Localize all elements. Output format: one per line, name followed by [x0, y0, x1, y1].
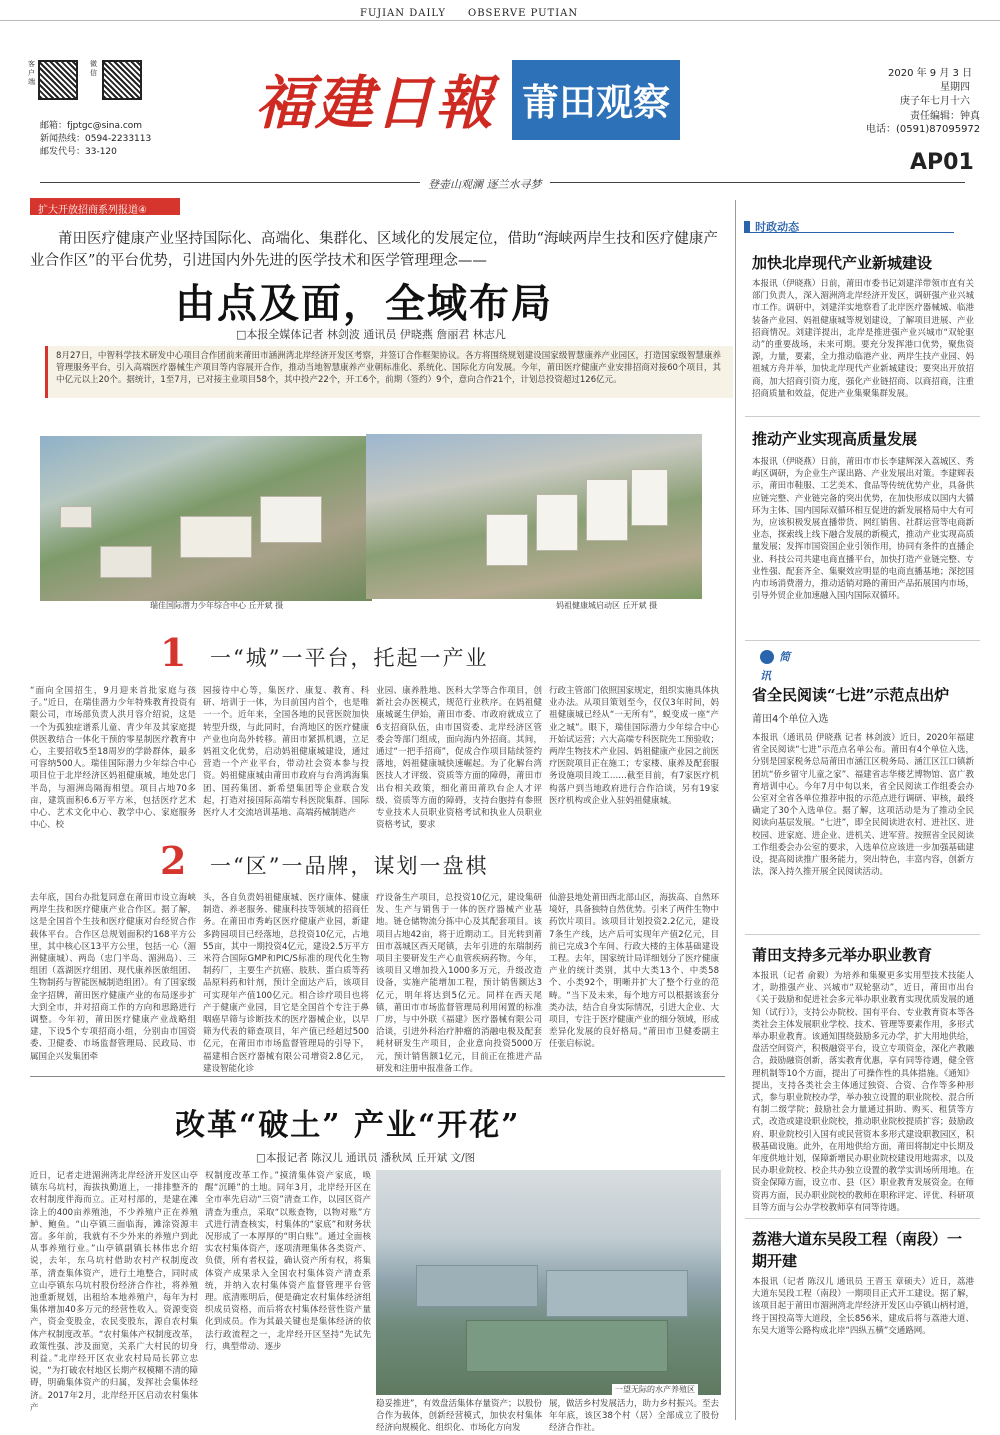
section2-col2: 头，各自负责妈祖健康城、医疗康体、健康制造、养老服务、健康科技等领域的招商任务。在莆田市秀屿区医疗健康产业园，新建多跨园项目已经落地，总投资10亿元，占地55亩，其中一期投资4亿元，建设2.5万平方米符合国际GMP和PIC/S标准的现代化生物制药厂，主要生产抗癌、肢肤、蛋白质等药品原料药和针剂，预计全面达产后，该项目可实现年产值100亿元。相合诊疗项目也将产于健康产业园，目它是全国首个专注于鼻咽癌早筛与诊断技术的医疗器械企业，以早筛为代表的筛查项目，年产值已经超过500亿元，在莆田市市场监督管理局的引导下，福建相合医疗器械有限公司增资2.8亿元，建设智能化诊: [203, 893, 369, 1074]
responsible-editor: 责任编辑：钟真: [910, 111, 980, 122]
series-tag-label: 扩大开放招商系列报道④: [38, 205, 147, 216]
sidebar-news1-title: 加快北岸现代产业新城建设: [752, 254, 933, 272]
photo-health-city: [366, 434, 702, 599]
photo-youth-center-caption: 瑞佳国际潜力少年综合中心 丘开斌 摄: [150, 601, 284, 610]
page-number: AP01: [910, 150, 974, 175]
section1-col1: “面向全国招生，9月迎来首批家庭与孩子。”近日，在瑞佳潜力少年特殊教育投资有限公司，市场部负责人洪月容介绍说，这是一个为孤独症谱系儿童、青少年及其家庭提供医教结合一体化干预的零星制医疗教育中心，主要招收5至18周岁的学龄群体，最多可容纳500人。瑞佳国际潜力少年综合中心项目位于北岸经济区妈祖健康城，地处忠门半岛，与湄洲岛隔海相望。项目占地70多亩，建筑面积6.6万平方米，包括医疗艺术中心、艺术文化中心、教学中心、家庭服务中心、校: [30, 686, 196, 831]
masthead-en-left: FUJIAN DAILY: [360, 8, 446, 19]
editor-phone: 电话：(0591)87095972: [866, 124, 981, 135]
section2-col4: 仙游县地处莆田西北部山区，海拔高、自然环境好，具备独特自然优势。引来了两件生物中药饮片项目。该项目计划投资2.2亿元，建设7条生产线，达产后可实现年产值2亿元，目前已完成3个车间、行政大楼的主体基础建设工程。去年，国家统计局详细划分了医疗健康产业的统计类别，其中大类13个、中类58个、小类92个，明晰并扩大了整个行业的范畴。“当下及未来，每个地方可以根据该套分类办法，结合自身实际情况，引进大企业、大项目，专注于医疗健康产业的细分领域，形成差异化发展的良好格局。”莆田市卫健委副主任张启标说。: [549, 893, 720, 1050]
contact-email: 邮箱：fjptgc@sina.com: [40, 121, 143, 131]
section1-number: 1: [160, 630, 187, 675]
qr-label-right: 微信: [90, 60, 97, 77]
sidebar-news3-body: 本报讯（通讯员 伊晓燕 记者 林剑波）近日，2020年福建省全民阅读“七进”示范点名单公布。莆田有4个单位入选，分别是国家税务总局莆田市涵江区税务局、涵江区江口镇新团坑“侨乡留守儿童之家”、福建省志华楼艺博物馆、富广教育培训中心。今年7月中旬以来，省全民阅读工作组委会办公室对全省各单位推荐申报的示范点进行调研、审核，最终确定了30个入选单位。据了解，这项活动是为了推动全民阅读向基层发展。“七进”，即全民阅读进农村、进社区、进校园、进家庭、进企业、进机关、进军营。按照省全民阅读工作组委会办公室的要求，入选单位应该进一步加强基础建设，提高阅读推广服务能力，突出特色，丰富内容，创新方法，深入持久推开展全民阅读活动。: [752, 733, 974, 878]
brief-label: 简讯: [760, 650, 791, 683]
photo-youth-center: [40, 436, 372, 601]
section1-col4: 行政主管部门依照国家规定，组织实施具体执业办法。从项目策划至今，仅仅3年时间，妈祖健康城已经从“一无所有”，蜕变成一座“产业之城”。眼下，瑞佳国际潜力少年综合中心开始试运营；六大高端专科医院先工预验收；两岸生物技术产业园、妈祖健康产业园之前医疗医院项目正在施工；专家楼、康养及配套服务设施项目竣工……截至目前，有7家医疗机构落户到当地政府进行合作洽谈，另有19家医疗机构或企业入驻妈祖健康城。: [549, 686, 720, 806]
sidebar-news1-body: 本报讯（伊晓燕）日前，莆田市委书记刘建洋带领市直有关部门负责人，深入湄洲湾北岸经济开发区，调研强产业兴城市工作。调研中，刘建洋实地察看了北岸医疗器械城、临港装备产业园、妈祖健康城等规划建设，了解项目进展、产业招商情况。刘建洋提出，北岸是推进强产业兴城市“双轮驱动”的重要战场，未来可期。要充分发挥港口优势，聚焦资源，力量，要素，全力推动临港产业、两岸生技产业园、妈祖城方舟并举，加快北岸现代产业新城建设；要突出开放招商，加大招商引资力度，强化产业链招商、以商招商，注重招商质量和效益，促进产业集聚集群发展。: [752, 279, 974, 399]
photo-health-city-caption: 妈祖健康城启动区 丘开斌 摄: [556, 601, 658, 610]
lead-summary: 8月27日，中智科学技术研发中心项目合作团前来莆田市涵洲湾北岸经济开发区考察，并签订合作框架协议。各方将围绕规划建设国家级智慧康养产业园区，打造国家级智慧康养管理服务平台，引入高端医疗器械生产项目等内容展开合作，推动当地智慧康养产业朝标准化、系统化、国际化方向发展。今年，莆田医疗健康产业安排招商对接60个项目，其中亿元以上20个。据统计，1至7月，已对接主业项目58个，其中投产22个，开工6个，前期（签约）9个，意向合作21个，计划总投资超过126亿元。: [56, 351, 721, 385]
masthead-title: 福建日報: [255, 69, 496, 137]
photo-aquaculture: [376, 1170, 721, 1395]
brief-badge: [760, 646, 800, 683]
section2-col1: 去年底，国台办批复同意在莆田市设立海峡两岸生技和医疗健康产业合作区。据了解，这是全国首个生技和医疗健康对台经贸合作载体平台。合作区总规划面积约168平方公里，其中核心区13平方公里，包括一心（湄洲健康城）、两岛（忠门半岛、湄洲岛）、三组团（荔湖医疗组团、现代康养医旅组团、生物制药与智能医械制造组团）。有了国家级金字招牌，莆田医疗健康产业的布局逐步扩大到全市，并对招商工作的方向和思路进行调整。今年初，莆田医疗健康产业战略组建，下设5个专项招商小组，分别由市国资委、卫健委、市场监督管理局、民政局、市属国企兴发集团牵: [30, 893, 196, 1062]
brief-icon: [760, 650, 774, 664]
section1-col2: 园接待中心等，集医疗、康复、教育、科研、培训于一体，为目前国内首个，也是唯一一个。近年来，全国各地的民营医院加快转型升级，与此同时，台湾地区的医疗健康产业也向岛外转移。莆田市紧抓机遇，立足妈祖文化优势，启动妈祖健康城建设，通过营造一个产业平台，带动社会资本参与投资。妈祖健康城由莆田市政府与台湾鸿海集团、国药集团、新希望集团等企业联合发起，打造对接国际高端专科医院集群、国际医疗人才交流培训基地、高端药械制造产: [203, 686, 369, 819]
qr-label-left: 客户端: [28, 60, 35, 86]
sidebar-news2-body: 本报讯（伊晓燕）日前，莆田市市长李建辉深入荔城区、秀屿区调研，为企业生产谋出路、产业发展出对策。李建辉表示，莆田市鞋服、工艺美术、食品等传统优势产业，具备供应链完整、产业链完备的突出优势，在加快形成以国内大循环为主体、国内国际双循环相互促进的新发展格局中大有可为，应该积极发展直播带货、网红销售、社群运营等电商新业态，探索线上线下融合发展的新模式，推动产业实现高质量发展；发挥市国资国企业引领作用，协同有条件的直播企业、科技公司共建电商直播平台，加快打造产业链完整、专业性强、配套齐全、集聚效应明显的电商直播基地；深挖国内市场消费潜力，推动适销对路的莆田产品拓展国内市场，引导外贸企业加速融入国内国际双循环。: [752, 457, 974, 602]
wechat-qr-code[interactable]: [102, 60, 142, 100]
sidebar-section-label: 时政动态: [755, 220, 800, 234]
postal-code: 邮发代号：33-120: [40, 147, 117, 157]
bottom-col4: 展，做活乡村发展活力，助力乡村振兴。至去年年底，该区38个村（居）全部成立了股份经济合作社。: [549, 1399, 720, 1434]
section2-col3: 疗设备生产项目，总投资10亿元，建设集研发、生产与销售于一体的医疗器械产业基地。链仓储物流分拣中心及其配套项目。该项目占地42亩，将于近期动工。目光转到莆田市荔城区西天尾镇，去年引进的东瑞制药项目主要研发生产心血管疾病药物。今年，该项目又增加投入1000多万元，升级改造设备，实施产能增加工程，预计销售额达3亿元，明年将达到5亿元。同样在西天尾镇，莆田市市场监督管理局利用闲置的标准厂房，与中外联《福建》医疗器械有限公司洽谈，引进外科治疗肿瘤的消融电极及配套耗材研发生产项目，企业意向投资5000万元，预计销售额1亿元，目前正在推进产品研发和注册申报准备工作。: [376, 893, 542, 1074]
sidebar-news3-subtitle: 莆田4个单位入选: [752, 714, 829, 725]
issue-date: 2020 年 9 月 3 日: [888, 68, 973, 79]
sidebar-news5-body: 本报讯（记者 陈汉儿 通讯员 王晋玉 章硕夫）近日，荔港大道东吴段工程（南段）一期项目正式开工建设。据了解，该项目起于莆田市湄洲湾北岸经济开发区山亭镇山柄村道，终于国投高等大道段，全长856米，建成后将与荔港大道、东吴大道等公路构成北岸“四纵五横”交通路网。: [752, 1277, 974, 1336]
bottom-col3: 稳妥推进”，有效盘活集体存量资产；以股份合作为载体，创新经营模式，加快农村集体经济向规模化、组织化、市场化方向发: [376, 1399, 542, 1434]
sidebar-news2-title: 推动产业实现高质量发展: [752, 430, 918, 448]
lead-headline: 由点及面，全域布局: [175, 280, 553, 327]
section1-col3: 业园、康养胜地、医科大学等合作项目，创新社会办医模式，规范行业秩序。在妈祖健康城诞生伊始，莆田市委、市政府就成立了6支招商队伍，由市国资委、北岸经济区管委会等部门组成，面向海内外招商。其间，通过“一把手招商”，促成合作项目陆续签约落地，妈祖健康城快速崛起。为了化解台湾医技人才评级、资质等方面的障碍，莆田市出台相关政策，细化莆田莆玖台企人才评级、资质等方面的障碍，支持台胞持有参照专业技术人员职业资格考试和执业人员职业资格考试，要求: [376, 686, 542, 831]
sidebar-news4-title: 莆田支持多元举办职业教育: [752, 946, 933, 964]
bottom-byline: □本报记者 陈汉儿 通讯员 潘秋凤 丘开斌 文/图: [256, 1152, 476, 1164]
lead-intro: 莆田医疗健康产业坚持国际化、高端化、集群化、区域化的发展定位，借助“海峡两岸生技和医疗健康产业合作区”的平台优势，引进国内外先进的医学技术和医学管理理念——: [30, 231, 718, 269]
client-qr-code[interactable]: [38, 60, 78, 100]
lead-byline: □本报全媒体记者 林剑波 通讯员 伊晓燕 詹丽君 林志凡: [236, 328, 506, 341]
bottom-headline: 改革“破土” 产业“开花”: [175, 1108, 521, 1143]
edition-name: 莆田观察: [522, 80, 670, 124]
section2-title: 一“区”一品牌，谋划一盘棋: [210, 854, 489, 878]
issue-weekday: 星期四: [940, 82, 970, 93]
slogan: 登壶山观澜 逐兰水寻梦: [420, 176, 550, 192]
section1-title: 一“城”一平台，托起一产业: [210, 646, 489, 670]
lunar-date: 庚子年七月十六: [900, 96, 970, 107]
section2-number: 2: [160, 838, 187, 883]
bottom-col1: 近日，记者走进湄洲湾北岸经济开发区山亭镇东乌坑村，海拔执勤道上，一排排整齐的农村制度伴海而立。正对村部的，是建在滩涂上的400亩养殖池，不少养殖户正在养殖鲈、鲍鱼。“山亭镇三面临海，滩涂资源丰富。多年前，我就有不少外来的养殖户到此从事养殖行业。”山亭镇副镇长林伟忠介绍说，去年，东乌坑村借助农村产权制度改革，清查集体资产，进行土地整合，同时成立山亭镇东乌坑村股份经济合作社，将养殖池重新规划，出租给本地养殖户，每年为村集体增加40多万元的经营性收入。资源变资产，资金变股金，农民变股东，源自农村集体产权制度改革。“农村集体产权制度改革，政策性强、涉及面宽，关系广大村民的切身利益。”北岸经开区农业农村局局长郭立忠说，“为打破农村地区长期产权模糊不清的障碍，明确集体资产的归属，发挥社会集体经济。2017年2月，北岸经开区启动农村集体产: [30, 1171, 198, 1413]
masthead-en-right: OBSERVE PUTIAN: [468, 8, 579, 19]
bottom-col2: 权制度改革工作。”摸清集体资产家底，唤醒“沉睡”的土地。同年3月，北岸经开区在全市率先启动“三资”清查工作，以园区资产清查为重点，采取“以账查物，以物对账”方式进行清查核实，村集体的“家底”和财务状况形成了一本厚厚的“明白账”。通过全面核实农村集体资产，逐项清理集体各类资产、负债，所有者权益，确认资产所有权，将集体资产成果录入全国农村集体资产清查系统，并纳入农村集体资产监督管理平台管理。底清账明后，便是确定农村集体经济组织成员资格，而后将农村集体经营性资产量化到成员。作为其最关键也是集体经济的依法行政流程之一，北岸经开区坚持“先试先行，典型带动、逐步: [205, 1171, 371, 1352]
sidebar-news4-body: 本报讯（记者 俞毅）为培养和集聚更多实用型技术技能人才，助推强产业、兴城市“双轮驱动”，近日，莆田市出台《关于鼓励和促进社会多元举办职业教育实现优质发展的通知（试行）》，支持公办院校、国有平台、专业教育资本等各类社会主体发展职业学校、技术、管理等要素作用，多形式举办职业教育。该通知围绕鼓励多元办学，扩大用地供给，盘活空间资产，积极融资平台，设立专项资金，深化产教融合，鼓励融资创新，落实教育优惠，享有同等待遇，健全管理机制等10个方面，提出了可操作性的具体措施。《通知》提出，支持各类社会主体通过独资、合资、合作等多种形式，参与职业院校办学，举办独立设置的职业院校、混合所有制二级学院；鼓励社会力量通过捐助、购买、租赁等方式，改造或建设职业院校，推动职业院校提质扩容；鼓励政府、职业院校引入国有或民营资本多形式建设职教园区，积极基础设施。此外，在用地供给方面，莆田将制定中长期及年度供地计划，保障新增民办职业院校建设用地需求，以及民办职业院校、校企共办独立设置的教学实训场所用地。在资金保障方面，设立市、县（区）职业教育发展资金。在师资再方面，民办职业院校的教师在职称评定、评优、科研项目等方面与公办学校教师享有同等待遇。: [752, 971, 974, 1213]
photo-aquaculture-caption: 一望无际的水产养殖区: [612, 1384, 698, 1395]
series-tag: [30, 198, 180, 215]
sidebar-news5-title: 荔港大道东吴段工程（南段）一期开建: [752, 1230, 963, 1270]
sidebar-section-label-box: [744, 216, 954, 233]
sidebar-news3-title: 省全民阅读“七进”示范点出炉: [752, 686, 950, 704]
contact-hotline: 新闻热线：0594-2233113: [40, 134, 152, 144]
